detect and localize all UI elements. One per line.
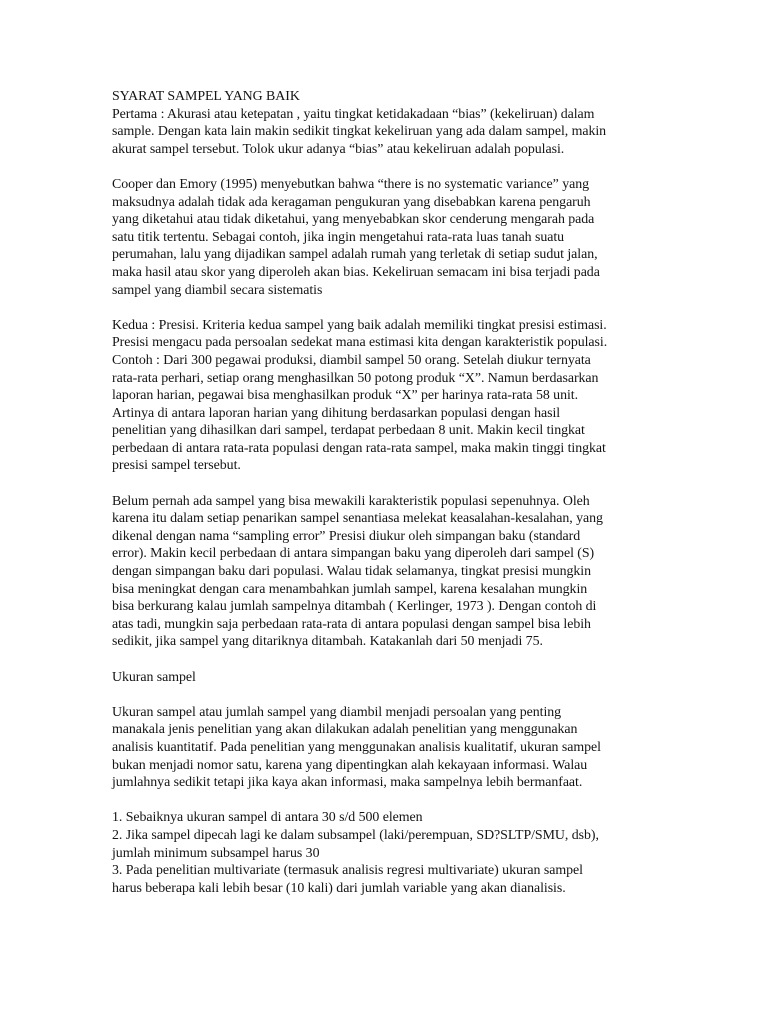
list-item: 1. Sebaiknya ukuran sampel di antara 30 s/d 500 elemen — [112, 810, 423, 826]
text-line: bisa meningkat dengan cara menambahkan jumlah sampel, karena kesalahan mungkin — [112, 581, 588, 597]
text-line: sample. Dengan kata lain makin sedikit tingkat kekeliruan yang ada dalam sampel, makin — [112, 124, 607, 140]
text-line: akurat sampel tersebut. Tolok ukur adanya “bias” atau kekeliruan adalah populasi. — [112, 141, 565, 157]
text-line: maksudnya adalah tidak ada keragaman pengukuran yang disebabkan karena pengaruh — [112, 194, 591, 210]
text-line: Artinya di antara laporan harian yang dihitung berdasarkan populasi dengan hasil — [112, 405, 561, 421]
text-line: rata-rata perhari, setiap orang menghasilkan 50 potong produk “X”. Namun berdasarkan — [112, 370, 599, 386]
document-page — [112, 88, 668, 897]
paragraph-ukuran-sampel — [112, 704, 668, 792]
text-line: dengan simpangan baku dari populasi. Walau tidak selamanya, tingkat presisi mungkin — [112, 564, 591, 580]
text-line: Contoh : Dari 300 pegawai produksi, diambil sampel 50 orang. Setelah diukur ternyata — [112, 352, 591, 368]
text-line: laporan harian, pegawai bisa menghasilkan produk “X” per harinya rata-rata 58 unit. — [112, 388, 579, 404]
text-line: bukan menjadi nomor satu, karena yang dipentingkan alah kekayaan informasi. Walau — [112, 757, 588, 773]
text-line: jumlahnya sedikit tetapi jika kaya akan informasi, maka sampelnya lebih bermanfaat. — [112, 775, 583, 791]
text-line: penelitian yang dihasilkan dari sampel, terdapat perbedaan 8 unit. Makin kecil tingkat — [112, 423, 585, 439]
text-line: yang diketahui atau tidak diketahui, yang menyebabkan skor cenderung mengarah pada — [112, 212, 595, 228]
list-item-continuation: jumlah minimum subsampel harus 30 — [112, 845, 320, 861]
text-line: satu titik tertentu. Sebagai contoh, jika ingin mengetahui rata-rata luas tanah suatu — [112, 229, 565, 245]
text-line: Belum pernah ada sampel yang bisa mewakili karakteristik populasi sepenuhnya. Oleh — [112, 493, 590, 509]
text-line: Ukuran sampel atau jumlah sampel yang diambil menjadi persoalan yang penting — [112, 704, 562, 720]
paragraph-akurasi — [112, 106, 668, 159]
section-heading-ukuran-sampel — [112, 669, 668, 687]
text-line: presisi sampel tersebut. — [112, 458, 241, 474]
text-line: bisa berkurang kalau jumlah sampelnya ditambah ( Kerlinger, 1973 ). Dengan contoh di — [112, 599, 597, 615]
text-line: Presisi mengacu pada persoalan sedekat mana estimasi kita dengan karakteristik populasi. — [112, 335, 608, 351]
text-line: Cooper dan Emory (1995) menyebutkan bahwa “there is no systematic variance” yang — [112, 176, 589, 192]
text-line: Kedua : Presisi. Kriteria kedua sampel yang baik adalah memiliki tingkat presisi estimasi. — [112, 317, 607, 333]
paragraph-cooper-emory — [112, 176, 668, 299]
text-line: perbedaan di antara rata-rata populasi dengan rata-rata sampel, maka makin tinggi tingkat — [112, 440, 606, 456]
text-line: error). Makin kecil perbedaan di antara simpangan baku yang diperoleh dari sampel (S) — [112, 546, 595, 562]
numbered-list — [112, 809, 668, 897]
text-line: analisis kuantitatif. Pada penelitian yang menggunakan analisis kualitatif, ukuran sampel — [112, 739, 601, 755]
document-title: SYARAT SAMPEL YANG BAIK — [112, 89, 300, 104]
paragraph-sampling-error — [112, 493, 668, 651]
text-line: sampel yang diambil secara sistematis — [112, 282, 323, 298]
text-line: Pertama : Akurasi atau ketepatan , yaitu tingkat ketidakadaan “bias” (kekeliruan) dalam — [112, 106, 595, 122]
paragraph-presisi — [112, 317, 668, 475]
list-item: 2. Jika sampel dipecah lagi ke dalam subsampel (laki/perempuan, SD?SLTP/SMU, dsb), — [112, 827, 599, 843]
text-line: maka hasil atau skor yang diperoleh akan bias. Kekeliruan semacam ini bisa terjadi pada — [112, 264, 600, 280]
text-line: sedikit, jika sampel yang ditariknya ditambah. Katakanlah dari 50 menjadi 75. — [112, 634, 543, 650]
text-line: dikenal dengan nama “sampling error” Presisi diukur oleh simpangan baku (standard — [112, 528, 581, 544]
section-heading: Ukuran sampel — [112, 669, 196, 685]
text-line: atas tadi, mungkin saja perbedaan rata-rata di antara populasi dengan sampel bisa lebih — [112, 616, 591, 632]
list-item: 3. Pada penelitian multivariate (termasuk analisis regresi multivariate) ukuran sampel — [112, 863, 583, 879]
text-line: perumahan, lalu yang dijadikan sampel adalah rumah yang terletak di setiap sudut jalan, — [112, 247, 598, 263]
text-line: karena itu dalam setiap penarikan sampel senantiasa melekat keasalahan-kesalahan, yang — [112, 511, 603, 527]
list-item-continuation: harus beberapa kali lebih besar (10 kali) dari jumlah variable yang akan dianalisis. — [112, 880, 566, 896]
text-line: manakala jenis penelitian yang akan dilakukan adalah penelitian yang menggunakan — [112, 722, 578, 738]
